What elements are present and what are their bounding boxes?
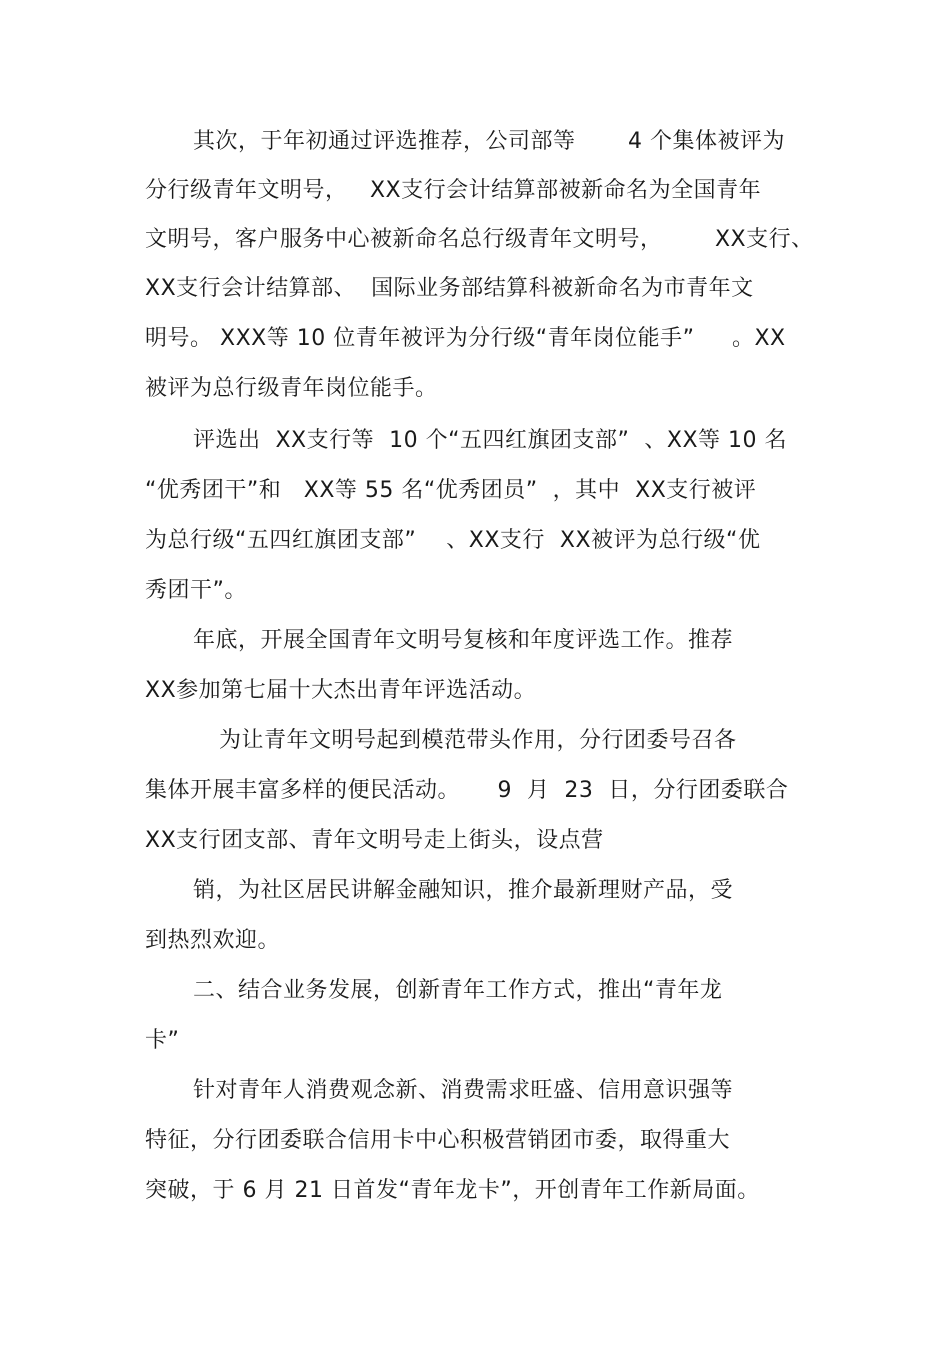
section-heading: 卡”: [145, 1028, 180, 1053]
text-line: 年底，开展全国青年文明号复核和年度评选工作。推荐: [193, 628, 734, 653]
text-line: XX支行团支部、青年文明号走上街头，设点营: [145, 828, 604, 853]
text-line: 评选出 XX支行等 10 个“五四红旗团支部” 、XX等 10 名: [193, 428, 788, 453]
text-line: 为总行级“五四红旗团支部” 、XX支行 XX被评为总行级“优: [145, 528, 761, 553]
section-heading: 二、结合业务发展，创新青年工作方式，推出“青年龙: [193, 978, 723, 1003]
text-line: “优秀团干”和 XX等 55 名“优秀团员” ，其中 XX支行被评: [145, 478, 757, 503]
text-line: XX支行会计结算部、 国际业务部结算科被新命名为市青年文: [145, 276, 754, 301]
text-line: 针对青年人消费观念新、消费需求旺盛、信用意识强等: [193, 1078, 734, 1103]
text-line: 销，为社区居民讲解金融知识，推介最新理财产品，受: [193, 878, 734, 903]
text-line: 其次，于年初通过评选推荐，公司部等 4 个集体被评为: [193, 129, 785, 154]
text-line: 特征，分行团委联合信用卡中心积极营销团市委，取得重大: [145, 1128, 731, 1153]
text-line: 为让青年文明号起到模范带头作用，分行团委号召各: [219, 728, 737, 753]
text-line: 分行级青年文明号， XX支行会计结算部被新命名为全国青年: [145, 178, 762, 203]
text-line: 到热烈欢迎。: [145, 928, 281, 953]
text-line: 文明号，客户服务中心被新命名总行级青年文明号， XX支行、: [145, 227, 814, 252]
text-line: 被评为总行级青年岗位能手。: [145, 376, 438, 401]
text-line: XX参加第七届十大杰出青年评选活动。: [145, 678, 537, 703]
text-line: 集体开展丰富多样的便民活动。 9 月 23 日，分行团委联合: [145, 778, 789, 803]
text-line: 突破，于 6 月 21 日首发“青年龙卡”，开创青年工作新局面。: [145, 1178, 760, 1203]
text-line: 秀团干”。: [145, 578, 247, 603]
text-line: 明号。 XXX等 10 位青年被评为分行级“青年岗位能手” 。XX: [145, 326, 786, 351]
